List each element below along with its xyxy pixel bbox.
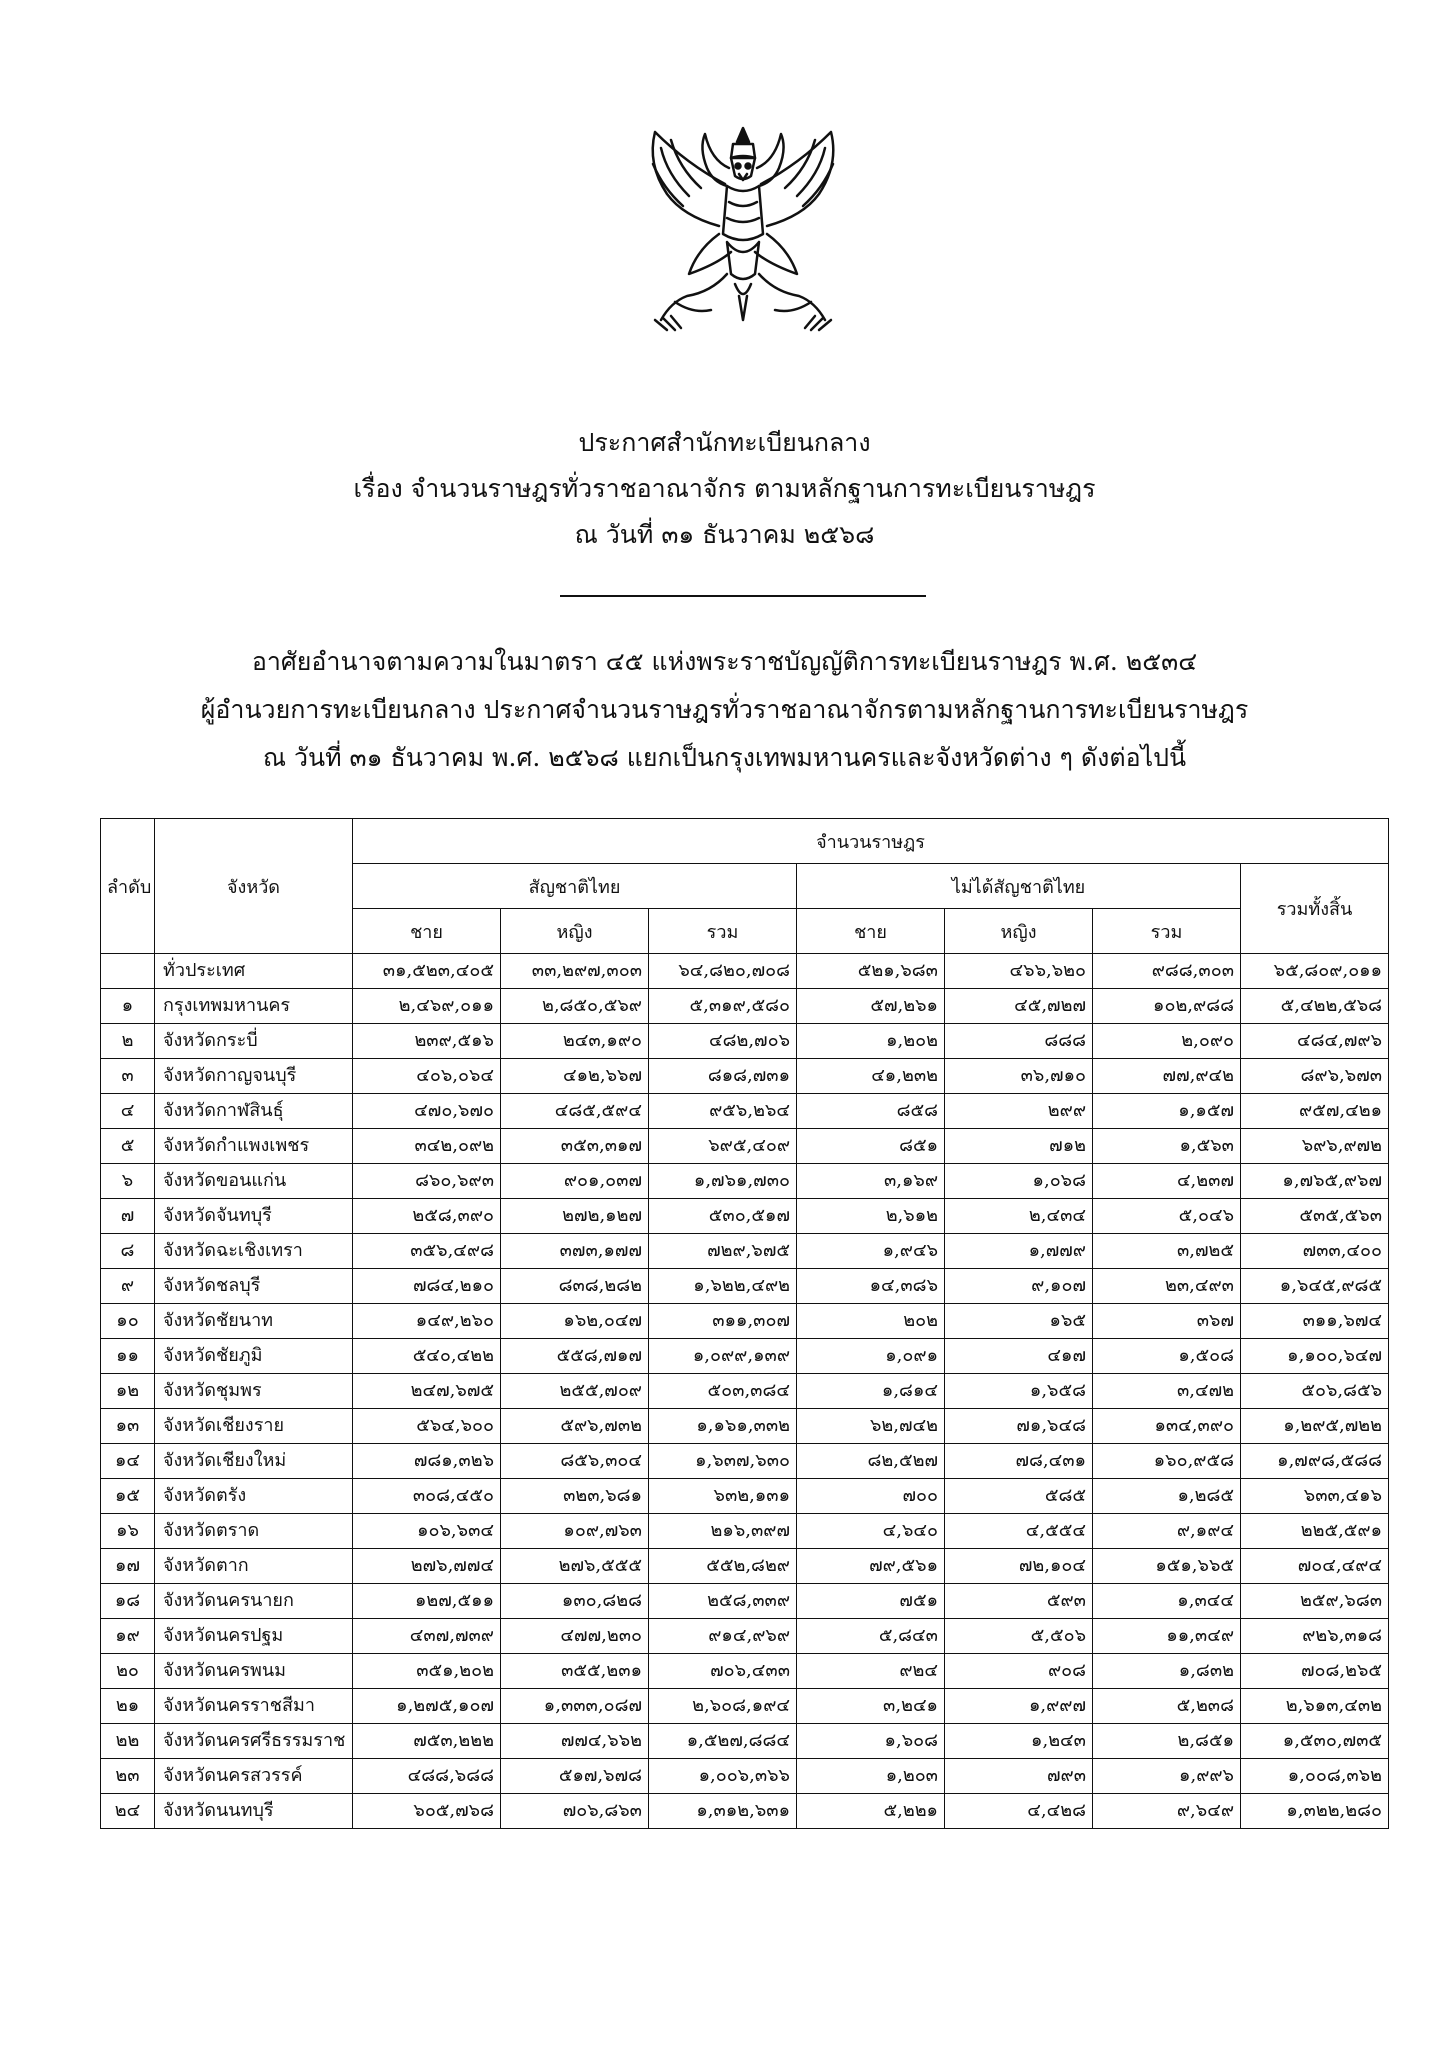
thai-female-cell: ๓๗๓,๑๗๗ [501, 1234, 649, 1269]
thai-male-cell: ๑๔๙,๒๖๐ [353, 1304, 501, 1339]
province-name: จังหวัดตาก [155, 1549, 353, 1584]
thai-male-cell: ๒๕๘,๓๙๐ [353, 1199, 501, 1234]
nonthai-male-cell: ๘๕๘ [797, 1094, 945, 1129]
grand-total-cell: ๙๒๖,๓๑๘ [1241, 1619, 1389, 1654]
province-name: จังหวัดเชียงราย [155, 1409, 353, 1444]
table-row [101, 1269, 1389, 1304]
nonthai-female-cell: ๔๕,๗๒๗ [945, 989, 1093, 1024]
province-name: จังหวัดนครศรีธรรมราช [155, 1724, 353, 1759]
thai-total-cell: ๕๐๓,๓๘๔ [649, 1374, 797, 1409]
table-row [101, 1514, 1389, 1549]
nonthai-male-cell: ๓,๑๖๙ [797, 1164, 945, 1199]
nonthai-male-cell: ๗๕๑ [797, 1584, 945, 1619]
province-name: จังหวัดนครนายก [155, 1584, 353, 1619]
table-row [101, 1619, 1389, 1654]
nonthai-total-cell: ๒,๐๙๐ [1093, 1024, 1241, 1059]
thai-male-cell: ๑๒๗,๕๑๑ [353, 1584, 501, 1619]
nonthai-female-cell: ๙,๑๐๗ [945, 1269, 1093, 1304]
thai-male-cell: ๒๓๙,๕๑๖ [353, 1024, 501, 1059]
nonthai-female-cell: ๙๐๘ [945, 1654, 1093, 1689]
thai-total-cell: ๖๓๒,๑๓๑ [649, 1479, 797, 1514]
table-row [101, 1234, 1389, 1269]
grand-total-cell: ๔๘๔,๗๙๖ [1241, 1024, 1389, 1059]
title-divider [560, 595, 926, 597]
nonthai-female-cell: ๔๖๖,๖๒๐ [945, 954, 1093, 989]
nonthai-total-cell: ๑๑,๓๔๙ [1093, 1619, 1241, 1654]
nonthai-total-cell: ๑,๓๔๔ [1093, 1584, 1241, 1619]
nonthai-female-cell: ๑๖๕ [945, 1304, 1093, 1339]
row-number: ๑๓ [101, 1409, 155, 1444]
table-row [101, 1724, 1389, 1759]
grand-total-cell: ๓๑๑,๖๗๔ [1241, 1304, 1389, 1339]
row-number: ๑๖ [101, 1514, 155, 1549]
row-number: ๒๒ [101, 1724, 155, 1759]
thai-male-cell: ๓๕๑,๒๐๒ [353, 1654, 501, 1689]
province-name: จังหวัดฉะเชิงเทรา [155, 1234, 353, 1269]
row-number: ๑๒ [101, 1374, 155, 1409]
thai-total-cell: ๙๑๔,๙๖๙ [649, 1619, 797, 1654]
row-number: ๗ [101, 1199, 155, 1234]
header-no: ลำดับ [101, 819, 155, 954]
thai-total-cell: ๒,๖๐๘,๑๙๔ [649, 1689, 797, 1724]
table-row [101, 1549, 1389, 1584]
nonthai-total-cell: ๑๖๐,๙๕๘ [1093, 1444, 1241, 1479]
body-paragraph-line-3: ณ วันที่ ๓๑ ธันวาคม พ.ศ. ๒๕๖๘ แยกเป็นกรุงเทพมหานครและจังหวัดต่าง ๆ ดังต่อไปนี้ [262, 743, 1187, 772]
thai-male-cell: ๔๗๐,๖๗๐ [353, 1094, 501, 1129]
announcement-subject: เรื่อง จำนวนราษฎรทั่วราชอาณาจักร ตามหลักฐานการทะเบียนราษฎร [353, 474, 1096, 503]
nonthai-total-cell: ๑,๕๐๘ [1093, 1339, 1241, 1374]
thai-male-cell: ๗๕๓,๒๒๒ [353, 1724, 501, 1759]
thai-total-cell: ๑,๖๓๗,๖๓๐ [649, 1444, 797, 1479]
thai-female-cell: ๒๗๖,๕๕๕ [501, 1549, 649, 1584]
province-name: จังหวัดนครปฐม [155, 1619, 353, 1654]
garuda-emblem [627, 124, 859, 336]
row-number: ๑๘ [101, 1584, 155, 1619]
province-name: จังหวัดกระบี่ [155, 1024, 353, 1059]
thai-female-cell: ๔๑๒,๖๖๗ [501, 1059, 649, 1094]
population-table [100, 818, 1389, 1829]
thai-total-cell: ๘๑๘,๗๓๑ [649, 1059, 797, 1094]
body-paragraph-line-2: ผู้อำนวยการทะเบียนกลาง ประกาศจำนวนราษฎรทั่วราชอาณาจักรตามหลักฐานการทะเบียนราษฎร [200, 695, 1249, 724]
nonthai-female-cell: ๗๑,๖๔๘ [945, 1409, 1093, 1444]
nonthai-male-cell: ๑,๒๐๒ [797, 1024, 945, 1059]
table-row [101, 1479, 1389, 1514]
nonthai-female-cell: ๑,๖๕๘ [945, 1374, 1093, 1409]
header-nonthai-female: หญิง [945, 909, 1093, 954]
nonthai-male-cell: ๑๔,๓๘๖ [797, 1269, 945, 1304]
thai-total-cell: ๙๕๖,๒๖๔ [649, 1094, 797, 1129]
nonthai-male-cell: ๒,๖๑๒ [797, 1199, 945, 1234]
thai-female-cell: ๗๐๖,๘๖๓ [501, 1794, 649, 1829]
grand-total-cell: ๕,๔๒๒,๕๖๘ [1241, 989, 1389, 1024]
table-row [101, 1444, 1389, 1479]
grand-total-cell: ๖๕,๘๐๙,๐๑๑ [1241, 954, 1389, 989]
thai-female-cell: ๓๓,๒๙๗,๓๐๓ [501, 954, 649, 989]
nonthai-total-cell: ๑,๘๓๒ [1093, 1654, 1241, 1689]
thai-female-cell: ๔๗๗,๒๓๐ [501, 1619, 649, 1654]
nonthai-total-cell: ๕,๐๔๖ [1093, 1199, 1241, 1234]
nonthai-total-cell: ๑,๕๖๓ [1093, 1129, 1241, 1164]
thai-total-cell: ๑,๕๒๗,๘๘๔ [649, 1724, 797, 1759]
thai-male-cell: ๓๑,๕๒๓,๔๐๕ [353, 954, 501, 989]
thai-female-cell: ๑,๓๓๓,๐๘๗ [501, 1689, 649, 1724]
thai-female-cell: ๔๘๕,๕๙๔ [501, 1094, 649, 1129]
thai-female-cell: ๕๕๘,๗๑๗ [501, 1339, 649, 1374]
province-name: จังหวัดชลบุรี [155, 1269, 353, 1304]
grand-total-cell: ๑,๓๒๒,๒๘๐ [1241, 1794, 1389, 1829]
thai-total-cell: ๗๒๙,๖๗๕ [649, 1234, 797, 1269]
grand-total-cell: ๗๓๓,๔๐๐ [1241, 1234, 1389, 1269]
nonthai-male-cell: ๗๐๐ [797, 1479, 945, 1514]
nonthai-female-cell: ๗๘,๔๓๑ [945, 1444, 1093, 1479]
thai-female-cell: ๓๕๕,๒๓๑ [501, 1654, 649, 1689]
thai-male-cell: ๗๘๑,๓๒๖ [353, 1444, 501, 1479]
row-number [101, 954, 155, 989]
nonthai-total-cell: ๙,๖๔๙ [1093, 1794, 1241, 1829]
province-name: จังหวัดกาญจนบุรี [155, 1059, 353, 1094]
nonthai-male-cell: ๑,๘๑๔ [797, 1374, 945, 1409]
thai-female-cell: ๒,๘๕๐,๕๖๙ [501, 989, 649, 1024]
thai-total-cell: ๑,๐๐๖,๓๖๖ [649, 1759, 797, 1794]
thai-female-cell: ๙๐๑,๐๓๗ [501, 1164, 649, 1199]
thai-female-cell: ๗๗๔,๖๖๒ [501, 1724, 649, 1759]
thai-total-cell: ๗๐๖,๔๓๓ [649, 1654, 797, 1689]
province-name: จังหวัดนครราชสีมา [155, 1689, 353, 1724]
thai-female-cell: ๕๙๖,๗๓๒ [501, 1409, 649, 1444]
grand-total-cell: ๒๕๙,๖๘๓ [1241, 1584, 1389, 1619]
header-population: จำนวนราษฎร [353, 819, 1389, 864]
nonthai-total-cell: ๒๓,๔๙๓ [1093, 1269, 1241, 1304]
thai-male-cell: ๑,๒๗๕,๑๐๗ [353, 1689, 501, 1724]
province-name: จังหวัดเชียงใหม่ [155, 1444, 353, 1479]
nonthai-total-cell: ๓๖๗ [1093, 1304, 1241, 1339]
grand-total-cell: ๑,๖๔๕,๙๘๕ [1241, 1269, 1389, 1304]
nonthai-male-cell: ๑,๙๔๖ [797, 1234, 945, 1269]
table-row [101, 1689, 1389, 1724]
header-nonthai-male: ชาย [797, 909, 945, 954]
row-number: ๙ [101, 1269, 155, 1304]
nonthai-female-cell: ๕๘๕ [945, 1479, 1093, 1514]
population-table-body [101, 954, 1389, 1829]
thai-total-cell: ๑,๗๖๑,๗๓๐ [649, 1164, 797, 1199]
row-number: ๘ [101, 1234, 155, 1269]
province-name: จังหวัดจันทบุรี [155, 1199, 353, 1234]
row-number: ๒๐ [101, 1654, 155, 1689]
nonthai-female-cell: ๑,๙๙๗ [945, 1689, 1093, 1724]
nonthai-total-cell: ๕,๒๓๘ [1093, 1689, 1241, 1724]
nonthai-total-cell: ๒,๘๕๑ [1093, 1724, 1241, 1759]
thai-female-cell: ๓๕๓,๓๑๗ [501, 1129, 649, 1164]
row-number: ๑๔ [101, 1444, 155, 1479]
row-number: ๑ [101, 989, 155, 1024]
nonthai-male-cell: ๗๙,๕๖๑ [797, 1549, 945, 1584]
header-grand-total: รวมทั้งสิ้น [1241, 864, 1389, 954]
thai-male-cell: ๒๗๖,๗๗๔ [353, 1549, 501, 1584]
row-number: ๑๗ [101, 1549, 155, 1584]
table-row [101, 1409, 1389, 1444]
thai-male-cell: ๔๓๗,๗๓๙ [353, 1619, 501, 1654]
nonthai-female-cell: ๗๙๓ [945, 1759, 1093, 1794]
thai-female-cell: ๒๗๒,๑๒๗ [501, 1199, 649, 1234]
header-thai: สัญชาติไทย [353, 864, 797, 909]
thai-total-cell: ๕๓๐,๕๑๗ [649, 1199, 797, 1234]
thai-female-cell: ๘๕๖,๓๐๔ [501, 1444, 649, 1479]
nonthai-male-cell: ๔,๖๔๐ [797, 1514, 945, 1549]
header-thai-male: ชาย [353, 909, 501, 954]
row-number: ๑๑ [101, 1339, 155, 1374]
province-name: จังหวัดกำแพงเพชร [155, 1129, 353, 1164]
nonthai-male-cell: ๕๒๑,๖๘๓ [797, 954, 945, 989]
grand-total-cell: ๑,๐๐๘,๓๖๒ [1241, 1759, 1389, 1794]
nonthai-male-cell: ๒๐๒ [797, 1304, 945, 1339]
row-number: ๑๐ [101, 1304, 155, 1339]
province-name: จังหวัดขอนแก่น [155, 1164, 353, 1199]
grand-total-cell: ๑,๑๐๐,๖๔๗ [1241, 1339, 1389, 1374]
thai-total-cell: ๑,๓๑๒,๖๓๑ [649, 1794, 797, 1829]
table-row [101, 1059, 1389, 1094]
nonthai-female-cell: ๕,๕๐๖ [945, 1619, 1093, 1654]
nonthai-female-cell: ๓๖,๗๑๐ [945, 1059, 1093, 1094]
nonthai-male-cell: ๑,๖๐๘ [797, 1724, 945, 1759]
nonthai-male-cell: ๑,๐๙๑ [797, 1339, 945, 1374]
table-row [101, 1339, 1389, 1374]
nonthai-total-cell: ๑๓๔,๓๙๐ [1093, 1409, 1241, 1444]
nonthai-total-cell: ๑๐๒,๙๘๘ [1093, 989, 1241, 1024]
thai-total-cell: ๕,๓๑๙,๕๘๐ [649, 989, 797, 1024]
nonthai-total-cell: ๓,๔๗๒ [1093, 1374, 1241, 1409]
thai-male-cell: ๗๘๔,๒๑๐ [353, 1269, 501, 1304]
thai-total-cell: ๒๑๖,๓๙๗ [649, 1514, 797, 1549]
header-province: จังหวัด [155, 819, 353, 954]
grand-total-cell: ๑,๗๙๘,๕๘๘ [1241, 1444, 1389, 1479]
row-number: ๖ [101, 1164, 155, 1199]
grand-total-cell: ๑,๕๓๐,๗๓๕ [1241, 1724, 1389, 1759]
thai-male-cell: ๕๔๐,๔๒๒ [353, 1339, 501, 1374]
grand-total-cell: ๑,๗๖๕,๙๖๗ [1241, 1164, 1389, 1199]
thai-male-cell: ๓๔๒,๐๙๒ [353, 1129, 501, 1164]
thai-female-cell: ๒๕๕,๗๐๙ [501, 1374, 649, 1409]
thai-male-cell: ๓๕๖,๔๙๘ [353, 1234, 501, 1269]
table-row [101, 1654, 1389, 1689]
thai-male-cell: ๓๐๘,๔๕๐ [353, 1479, 501, 1514]
nonthai-male-cell: ๕๗,๒๖๑ [797, 989, 945, 1024]
grand-total-cell: ๙๕๗,๔๒๑ [1241, 1094, 1389, 1129]
nonthai-male-cell: ๖๒,๗๔๒ [797, 1409, 945, 1444]
province-name: จังหวัดนครพนม [155, 1654, 353, 1689]
nonthai-total-cell: ๙,๑๙๔ [1093, 1514, 1241, 1549]
row-number: ๒๑ [101, 1689, 155, 1724]
nonthai-female-cell: ๑,๗๗๙ [945, 1234, 1093, 1269]
nonthai-female-cell: ๒๙๙ [945, 1094, 1093, 1129]
province-name: จังหวัดชัยนาท [155, 1304, 353, 1339]
table-row [101, 1794, 1389, 1829]
thai-total-cell: ๑,๐๙๙,๑๓๙ [649, 1339, 797, 1374]
nonthai-total-cell: ๑,๙๙๖ [1093, 1759, 1241, 1794]
nonthai-female-cell: ๗๑๒ [945, 1129, 1093, 1164]
nonthai-male-cell: ๓,๒๔๑ [797, 1689, 945, 1724]
province-name: จังหวัดนครสวรรค์ [155, 1759, 353, 1794]
nonthai-total-cell: ๓,๗๒๕ [1093, 1234, 1241, 1269]
header-nonthai-total: รวม [1093, 909, 1241, 954]
table-row [101, 1304, 1389, 1339]
thai-total-cell: ๕๕๒,๘๒๙ [649, 1549, 797, 1584]
row-number: ๕ [101, 1129, 155, 1164]
nonthai-male-cell: ๘๕๑ [797, 1129, 945, 1164]
thai-male-cell: ๘๖๐,๖๙๓ [353, 1164, 501, 1199]
table-row [101, 1199, 1389, 1234]
row-number: ๒ [101, 1024, 155, 1059]
province-name: จังหวัดนนทบุรี [155, 1794, 353, 1829]
province-name: ทั่วประเทศ [155, 954, 353, 989]
announcement-date: ณ วันที่ ๓๑ ธันวาคม ๒๕๖๘ [574, 520, 875, 549]
body-paragraph-line-1: อาศัยอำนาจตามความในมาตรา ๔๕ แห่งพระราชบัญญัติการทะเบียนราษฎร พ.ศ. ๒๕๓๔ [251, 647, 1198, 676]
nonthai-total-cell: ๑,๒๘๕ [1093, 1479, 1241, 1514]
province-name: จังหวัดตรัง [155, 1479, 353, 1514]
row-number: ๓ [101, 1059, 155, 1094]
thai-female-cell: ๘๓๘,๒๘๒ [501, 1269, 649, 1304]
grand-total-cell: ๒,๖๑๓,๔๓๒ [1241, 1689, 1389, 1724]
thai-female-cell: ๓๒๓,๖๘๑ [501, 1479, 649, 1514]
nonthai-female-cell: ๔,๔๒๘ [945, 1794, 1093, 1829]
thai-total-cell: ๖๔,๘๒๐,๗๐๘ [649, 954, 797, 989]
grand-total-cell: ๒๒๕,๕๙๑ [1241, 1514, 1389, 1549]
nonthai-total-cell: ๔,๒๓๗ [1093, 1164, 1241, 1199]
nonthai-total-cell: ๙๘๘,๓๐๓ [1093, 954, 1241, 989]
thai-male-cell: ๔๘๘,๖๘๘ [353, 1759, 501, 1794]
table-row [101, 1129, 1389, 1164]
nonthai-male-cell: ๕,๒๒๑ [797, 1794, 945, 1829]
header-thai-total: รวม [649, 909, 797, 954]
nonthai-male-cell: ๙๒๔ [797, 1654, 945, 1689]
thai-total-cell: ๑,๑๖๑,๓๓๒ [649, 1409, 797, 1444]
thai-total-cell: ๓๑๑,๓๐๗ [649, 1304, 797, 1339]
announcement-title: ประกาศสำนักทะเบียนกลาง [578, 428, 871, 457]
nonthai-female-cell: ๑,๐๖๘ [945, 1164, 1093, 1199]
table-row [101, 1584, 1389, 1619]
nonthai-male-cell: ๕,๘๔๓ [797, 1619, 945, 1654]
nonthai-female-cell: ๒,๔๓๔ [945, 1199, 1093, 1234]
thai-male-cell: ๔๐๖,๐๖๔ [353, 1059, 501, 1094]
row-number: ๑๕ [101, 1479, 155, 1514]
row-number: ๑๙ [101, 1619, 155, 1654]
nonthai-total-cell: ๑๕๑,๖๖๕ [1093, 1549, 1241, 1584]
grand-total-cell: ๗๐๘,๒๖๕ [1241, 1654, 1389, 1689]
thai-total-cell: ๖๙๕,๔๐๙ [649, 1129, 797, 1164]
thai-female-cell: ๑๐๙,๗๖๓ [501, 1514, 649, 1549]
nonthai-female-cell: ๘๘๘ [945, 1024, 1093, 1059]
grand-total-cell: ๗๐๔,๔๙๔ [1241, 1549, 1389, 1584]
header-nonthai: ไม่ได้สัญชาติไทย [797, 864, 1241, 909]
thai-male-cell: ๖๐๕,๗๖๘ [353, 1794, 501, 1829]
grand-total-cell: ๘๙๖,๖๗๓ [1241, 1059, 1389, 1094]
nonthai-male-cell: ๔๑,๒๓๒ [797, 1059, 945, 1094]
grand-total-cell: ๖๓๓,๔๑๖ [1241, 1479, 1389, 1514]
thai-male-cell: ๒๔๗,๖๗๕ [353, 1374, 501, 1409]
grand-total-cell: ๖๙๖,๙๗๒ [1241, 1129, 1389, 1164]
nonthai-male-cell: ๑,๒๐๓ [797, 1759, 945, 1794]
nonthai-total-cell: ๑,๑๕๗ [1093, 1094, 1241, 1129]
row-number: ๔ [101, 1094, 155, 1129]
thai-male-cell: ๕๖๔,๖๐๐ [353, 1409, 501, 1444]
thai-total-cell: ๑,๖๒๒,๔๙๒ [649, 1269, 797, 1304]
nonthai-female-cell: ๔,๕๕๔ [945, 1514, 1093, 1549]
province-name: กรุงเทพมหานคร [155, 989, 353, 1024]
grand-total-cell: ๑,๒๙๕,๗๒๒ [1241, 1409, 1389, 1444]
province-name: จังหวัดชุมพร [155, 1374, 353, 1409]
grand-total-cell: ๕๓๕,๕๖๓ [1241, 1199, 1389, 1234]
table-row [101, 989, 1389, 1024]
thai-male-cell: ๒,๔๖๙,๐๑๑ [353, 989, 501, 1024]
table-row [101, 1094, 1389, 1129]
thai-total-cell: ๒๕๘,๓๓๙ [649, 1584, 797, 1619]
thai-female-cell: ๑๖๒,๐๔๗ [501, 1304, 649, 1339]
province-name: จังหวัดกาฬสินธุ์ [155, 1094, 353, 1129]
province-name: จังหวัดตราด [155, 1514, 353, 1549]
table-row [101, 1374, 1389, 1409]
row-number: ๒๔ [101, 1794, 155, 1829]
province-name: จังหวัดชัยภูมิ [155, 1339, 353, 1374]
nonthai-female-cell: ๑,๒๔๓ [945, 1724, 1093, 1759]
header-thai-female: หญิง [501, 909, 649, 954]
row-number: ๒๓ [101, 1759, 155, 1794]
nonthai-total-cell: ๗๗,๙๔๒ [1093, 1059, 1241, 1094]
nonthai-female-cell: ๗๒,๑๐๔ [945, 1549, 1093, 1584]
thai-female-cell: ๕๑๗,๖๗๘ [501, 1759, 649, 1794]
nonthai-female-cell: ๕๙๓ [945, 1584, 1093, 1619]
table-row [101, 1759, 1389, 1794]
nonthai-male-cell: ๘๒,๕๒๗ [797, 1444, 945, 1479]
thai-male-cell: ๑๐๖,๖๓๔ [353, 1514, 501, 1549]
table-row [101, 1024, 1389, 1059]
nonthai-female-cell: ๔๑๗ [945, 1339, 1093, 1374]
table-row [101, 1164, 1389, 1199]
table-row [101, 954, 1389, 989]
thai-total-cell: ๔๘๒,๗๐๖ [649, 1024, 797, 1059]
grand-total-cell: ๕๐๖,๘๕๖ [1241, 1374, 1389, 1409]
thai-female-cell: ๒๔๓,๑๙๐ [501, 1024, 649, 1059]
thai-female-cell: ๑๓๐,๘๒๘ [501, 1584, 649, 1619]
